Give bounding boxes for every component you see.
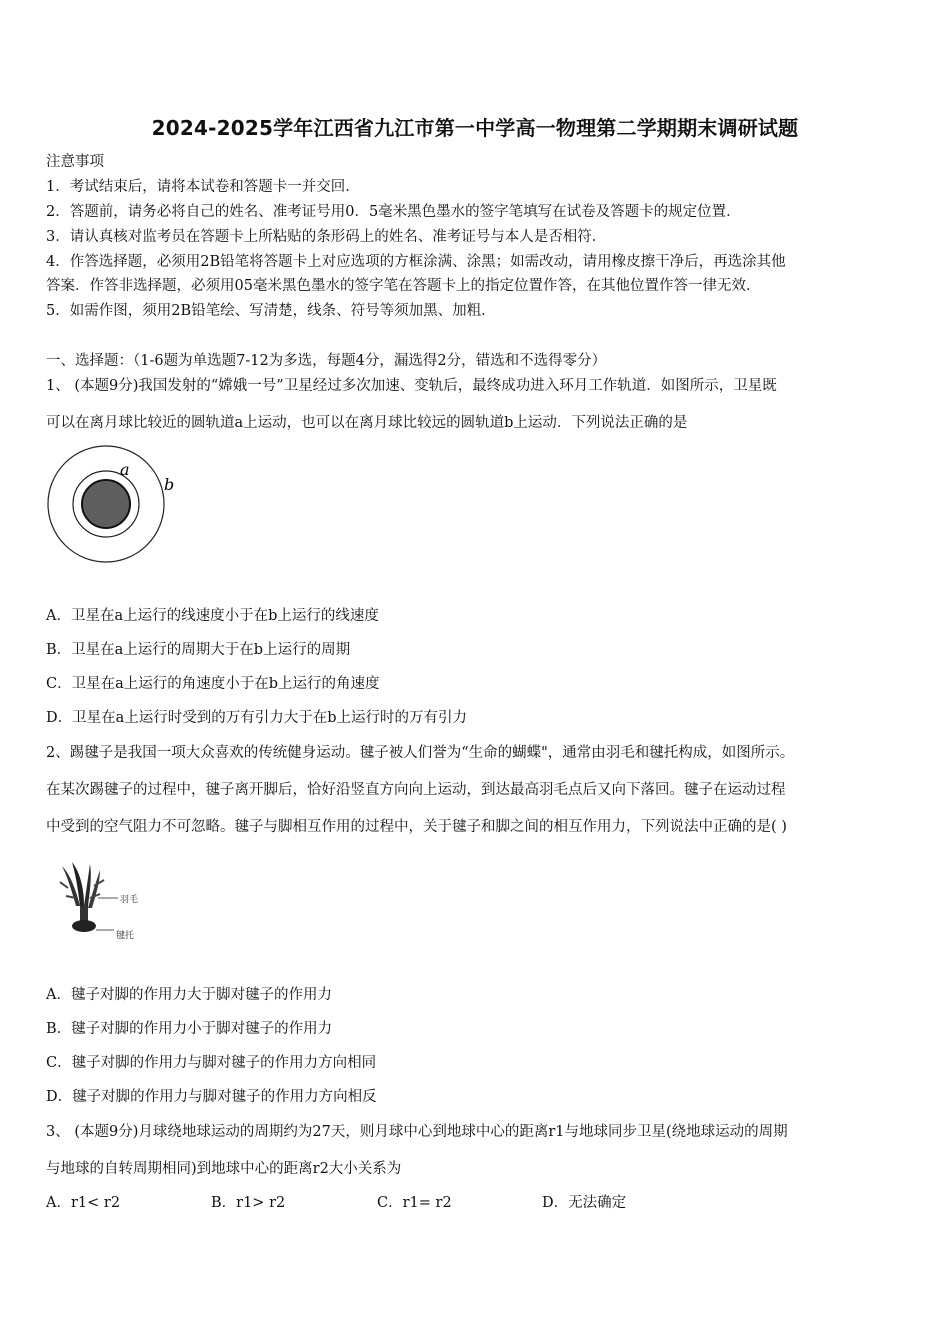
label-feather: 羽毛 xyxy=(120,895,139,905)
notice-item-4-cont: 答案．作答非选择题，必须用05毫米黑色墨水的签字笔在答题卡上的指定位置作答，在其他位置作答一律无效． xyxy=(46,278,761,294)
q3-option-a[interactable]: A．r1< r2 xyxy=(46,1195,121,1211)
notice-heading: 注意事项 xyxy=(46,154,104,170)
q2-option-d[interactable]: D．毽子对脚的作用力与脚对毽子的作用力方向相反 xyxy=(46,1089,377,1105)
moon-disk xyxy=(82,480,130,528)
label-base: 毽托 xyxy=(116,931,135,941)
page-title: 2024-2025学年江西省九江市第一中学高一物理第二学期期末调研试题 xyxy=(151,116,799,140)
q1-option-d[interactable]: D．卫星在a上运行时受到的万有引力大于在b上运行时的万有引力 xyxy=(46,710,468,726)
shuttle-base xyxy=(72,920,96,932)
q2-option-c[interactable]: C．毽子对脚的作用力与脚对毽子的作用力方向相同 xyxy=(46,1055,377,1071)
notice-item-4: 4．作答选择题，必须用2B铅笔将答题卡上对应选项的方框涂满、涂黑；如需改动，请用橡皮擦干净后，再选涂其他 xyxy=(46,254,786,270)
orbit-label-b: b xyxy=(164,475,175,494)
notice-item-2: 2．答题前，请务必将自己的姓名、准考证号用0．5毫米黑色墨水的签字笔填写在试卷及答题卡的规定位置． xyxy=(46,204,741,220)
notice-item-1: 1．考试结束后，请将本试卷和答题卡一并交回． xyxy=(46,179,360,195)
q2-option-b[interactable]: B．毽子对脚的作用力小于脚对毽子的作用力 xyxy=(46,1021,333,1037)
q2-stem-line2: 在某次踢毽子的过程中，毽子离开脚后，恰好沿竖直方向向上运动，到达最高羽毛点后又向下落回。毽子在运动过程 xyxy=(46,782,786,798)
q2-option-a[interactable]: A．毽子对脚的作用力大于脚对毽子的作用力 xyxy=(46,987,332,1003)
q3-stem-line1: 3、 (本题9分)月球绕地球运动的周期约为27天，则月球中心到地球中心的距离r1与地球同步卫星(绕地球运动的周期 xyxy=(46,1124,788,1140)
q1-option-a[interactable]: A．卫星在a上运行的线速度小于在b上运行的线速度 xyxy=(46,608,379,624)
shuttle-stem xyxy=(80,906,88,922)
section-heading: 一、选择题：（1-6题为单选题7-12为多选，每题4分，漏选得2分，错选和不选得零分） xyxy=(46,353,607,369)
q1-stem-line1: 1、 (本题9分)我国发射的“嫦娥一号”卫星经过多次加速、变轨后，最终成功进入环月工作轨道．如图所示，卫星既 xyxy=(46,378,777,394)
orbit-diagram xyxy=(44,442,184,567)
q1-stem-line2: 可以在离月球比较近的圆轨道a上运动，也可以在离月球比较远的圆轨道b上运动．下列说法正确的是 xyxy=(46,415,688,431)
q3-option-c[interactable]: C．r1= r2 xyxy=(377,1195,452,1211)
q3-stem-line2: 与地球的自转周期相同)到地球中心的距离r2大小关系为 xyxy=(46,1161,402,1177)
q2-stem-line3: 中受到的空气阻力不可忽略。毽子与脚相互作用的过程中，关于毽子和脚之间的相互作用力，下列说法中正确的是( ) xyxy=(46,819,787,835)
q2-stem-line1: 2、踢毽子是我国一项大众喜欢的传统健身运动。毽子被人们誉为“生命的蝴蝶"，通常由羽毛和毽托构成，如图所示。 xyxy=(46,745,795,761)
q3-option-d[interactable]: D．无法确定 xyxy=(542,1195,627,1211)
q1-option-b[interactable]: B．卫星在a上运行的周期大于在b上运行的周期 xyxy=(46,642,351,658)
notice-item-5: 5．如需作图，须用2B铅笔绘、写清楚，线条、符号等须加黑、加粗． xyxy=(46,303,496,319)
q1-option-c[interactable]: C．卫星在a上运行的角速度小于在b上运行的角速度 xyxy=(46,676,380,692)
feather-3 xyxy=(84,864,91,906)
q3-option-b[interactable]: B．r1> r2 xyxy=(211,1195,286,1211)
notice-item-3: 3．请认真核对监考员在答题卡上所粘贴的条形码上的姓名、准考证号与本人是否相符． xyxy=(46,229,607,245)
orbit-label-a: a xyxy=(120,460,130,479)
shuttlecock-figure xyxy=(46,858,156,948)
